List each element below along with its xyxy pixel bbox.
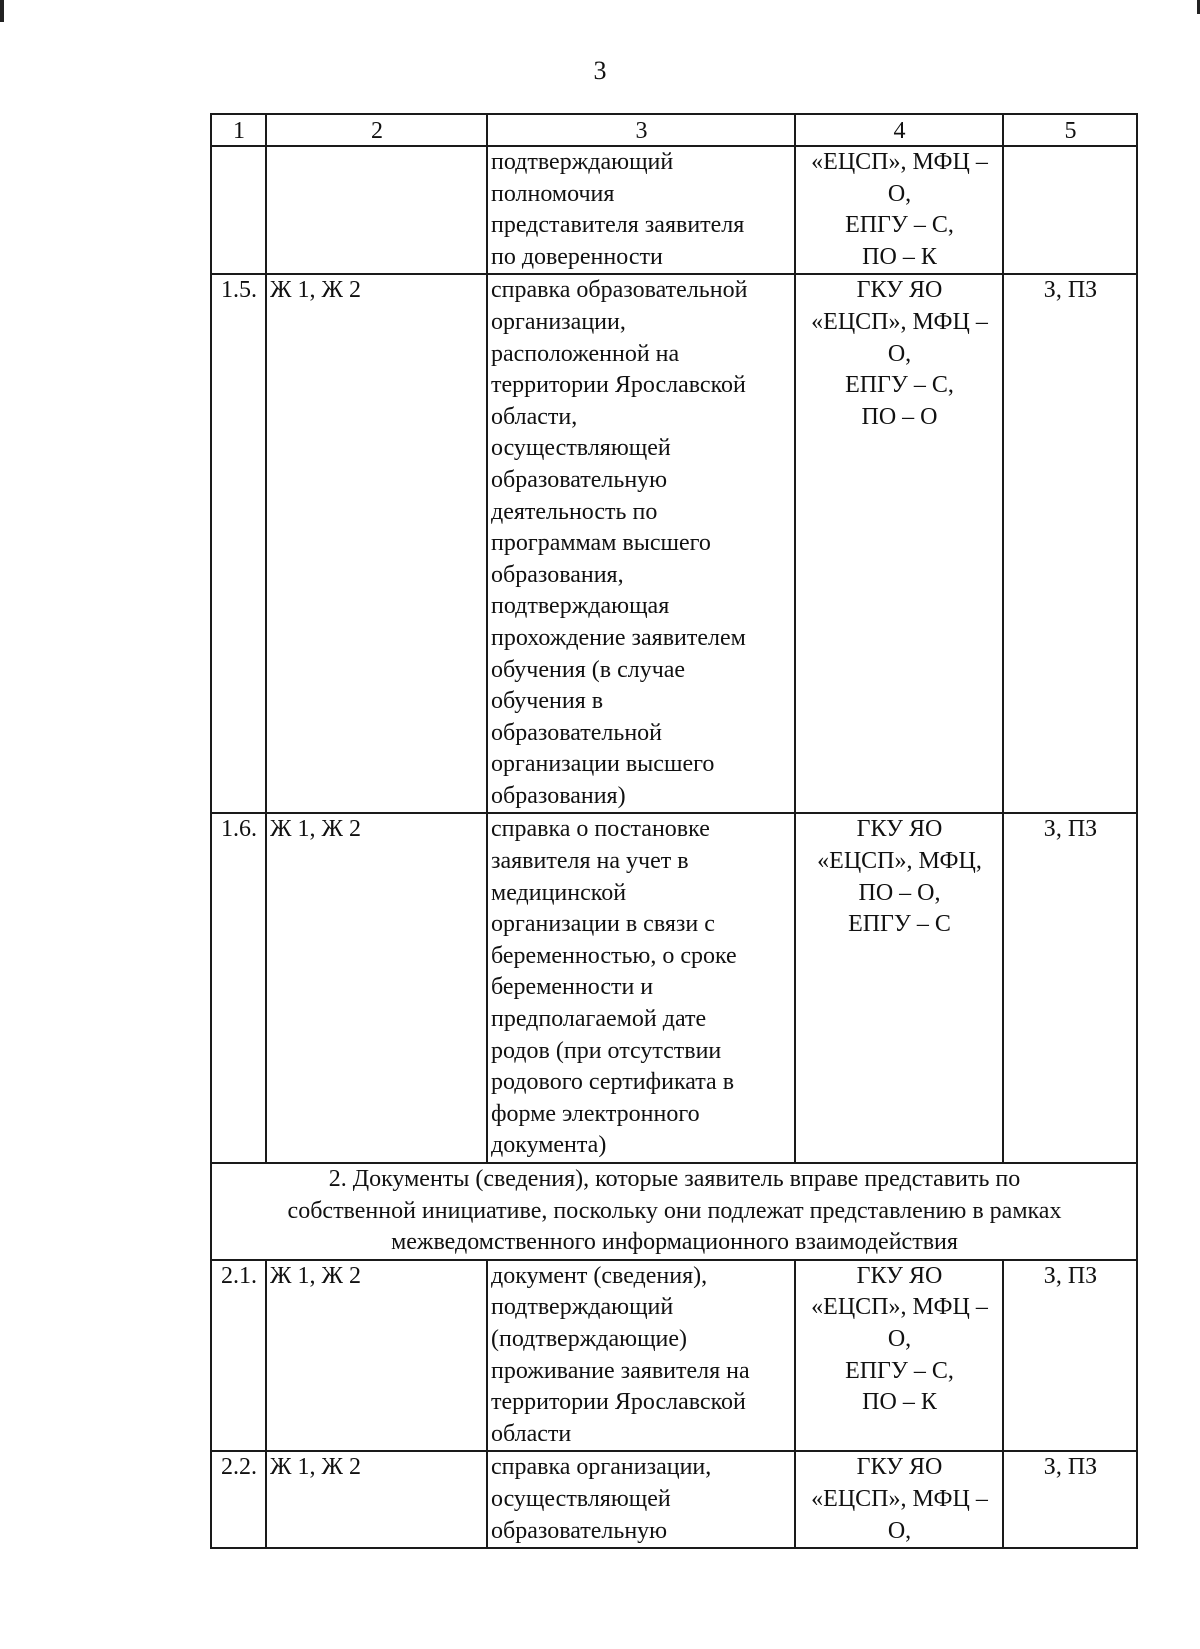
- cell-applicants: Ж 1, Ж 2: [266, 1260, 487, 1452]
- document-line: образовательной: [491, 719, 662, 746]
- method-line: О,: [887, 1325, 912, 1352]
- table-row-1-5: [211, 274, 1137, 813]
- cell-submission-method: [795, 274, 1003, 813]
- document-line: осуществляющей: [491, 1485, 671, 1512]
- method-line: ЕПГУ – С,: [845, 1357, 954, 1384]
- method-line: ПО – К: [862, 243, 937, 270]
- page-number: 3: [593, 56, 607, 85]
- header-col-5: 5: [1003, 114, 1137, 146]
- cell-document: [487, 1451, 795, 1548]
- document-line: проживание заявителя на: [491, 1357, 750, 1384]
- method-line: ПО – О,: [858, 879, 941, 906]
- document-line: подтверждающая: [491, 593, 670, 620]
- method-line: ГКУ ЯО: [856, 816, 943, 843]
- document-line: справка организации,: [491, 1454, 712, 1481]
- method-line: ЕПГУ – С: [848, 911, 951, 938]
- method-line: ЕПГУ – С,: [845, 372, 954, 399]
- cell-applicants: Ж 1, Ж 2: [266, 274, 487, 813]
- document-line: деятельность по: [491, 498, 658, 525]
- cell-submission-method: [795, 1260, 1003, 1452]
- method-line: ГКУ ЯО: [856, 277, 943, 304]
- document-line: предполагаемой дате: [491, 1006, 707, 1033]
- document-line: территории Ярославской: [491, 372, 746, 399]
- document-line: подтверждающий: [491, 149, 674, 175]
- table-row-2-1: [211, 1260, 1137, 1452]
- method-line: ЕПГУ – С,: [845, 212, 954, 239]
- table-row-2-2: [211, 1451, 1137, 1548]
- method-line: ГКУ ЯО: [856, 1454, 943, 1481]
- document-line: организации,: [491, 308, 626, 335]
- cell-type: З, ПЗ: [1003, 813, 1137, 1163]
- document-line: образовательную: [491, 1517, 668, 1544]
- document-line: по доверенности: [491, 243, 663, 270]
- document-line: образования): [491, 782, 626, 809]
- document-line: родов (при отсутствии: [491, 1037, 722, 1064]
- method-line: О,: [887, 340, 912, 367]
- cell-type: З, ПЗ: [1003, 1451, 1137, 1548]
- document-line: полномочия: [491, 180, 615, 207]
- document-line: образования,: [491, 561, 624, 588]
- cell-applicants: [266, 146, 487, 274]
- document-line: документ (сведения),: [491, 1262, 708, 1289]
- cell-applicants: Ж 1, Ж 2: [266, 813, 487, 1163]
- document-line: территории Ярославской: [491, 1389, 746, 1416]
- document-line: программам высшего: [491, 530, 711, 557]
- cell-number: 1.5.: [211, 274, 266, 813]
- document-line: (подтверждающие): [491, 1325, 688, 1352]
- document-line: области,: [491, 403, 578, 430]
- cell-applicants: Ж 1, Ж 2: [266, 1451, 487, 1548]
- section-2-heading: [211, 1163, 1137, 1260]
- header-col-4: 4: [795, 114, 1003, 146]
- document-line: расположенной на: [491, 340, 680, 367]
- cell-number: 2.2.: [211, 1451, 266, 1548]
- cell-type: З, ПЗ: [1003, 274, 1137, 813]
- method-line: ПО – К: [862, 1389, 937, 1416]
- table-row-1-6: [211, 813, 1137, 1163]
- cell-document: [487, 146, 795, 274]
- cell-number: [211, 146, 266, 274]
- header-col-2: 2: [266, 114, 487, 146]
- document-line: организации высшего: [491, 751, 715, 778]
- document-line: образовательную: [491, 466, 668, 493]
- header-col-3: 3: [487, 114, 795, 146]
- document-line: прохождение заявителем: [491, 624, 746, 651]
- method-line: ПО – О: [861, 403, 938, 430]
- document-line: родового сертификата в: [491, 1069, 735, 1096]
- section-heading-line: 2. Документы (сведения), которые заявитель вправе представить по: [328, 1166, 1021, 1192]
- document-line: организации в связи с: [491, 911, 715, 938]
- document-line: области: [491, 1420, 572, 1447]
- method-line: «ЕЦСП», МФЦ –: [811, 149, 988, 175]
- cell-submission-method: [795, 146, 1003, 274]
- cell-type: [1003, 146, 1137, 274]
- documents-table: [210, 113, 1138, 1549]
- scan-edge-mark-left: [0, 0, 4, 22]
- document-line: справка образовательной: [491, 277, 748, 304]
- method-line: О,: [887, 180, 912, 207]
- table-row-continuation: [211, 146, 1137, 274]
- table-header-row: [211, 114, 1137, 146]
- cell-type: З, ПЗ: [1003, 1260, 1137, 1452]
- document-line: справка о постановке: [491, 816, 710, 843]
- document-line: медицинской: [491, 879, 627, 906]
- section-heading-row: [211, 1163, 1137, 1260]
- method-line: «ЕЦСП», МФЦ –: [811, 308, 988, 335]
- method-line: ГКУ ЯО: [856, 1262, 943, 1289]
- method-line: «ЕЦСП», МФЦ –: [811, 1294, 988, 1321]
- document-line: беременностью, о сроке: [491, 942, 737, 969]
- method-line: «ЕЦСП», МФЦ,: [817, 848, 982, 875]
- section-heading-line: собственной инициативе, поскольку они подлежат представлению в рамках: [287, 1197, 1062, 1224]
- cell-number: 1.6.: [211, 813, 266, 1163]
- document-line: обучения (в случае: [491, 656, 686, 683]
- cell-submission-method: [795, 813, 1003, 1163]
- document-line: представителя заявителя: [491, 212, 745, 239]
- cell-document: [487, 813, 795, 1163]
- document-line: обучения в: [491, 688, 604, 715]
- method-line: О,: [887, 1517, 912, 1544]
- cell-number: 2.1.: [211, 1260, 266, 1452]
- document-line: форме электронного: [491, 1100, 700, 1127]
- header-col-1: 1: [211, 114, 266, 146]
- cell-submission-method: [795, 1451, 1003, 1548]
- document-line: заявителя на учет в: [491, 848, 689, 875]
- method-line: «ЕЦСП», МФЦ –: [811, 1485, 988, 1512]
- cell-document: [487, 274, 795, 813]
- document-line: подтверждающий: [491, 1294, 674, 1321]
- section-heading-line: межведомственного информационного взаимодействия: [391, 1229, 958, 1256]
- document-line: осуществляющей: [491, 435, 671, 462]
- document-line: беременности и: [491, 974, 654, 1001]
- document-line: документа): [491, 1132, 607, 1159]
- cell-document: [487, 1260, 795, 1452]
